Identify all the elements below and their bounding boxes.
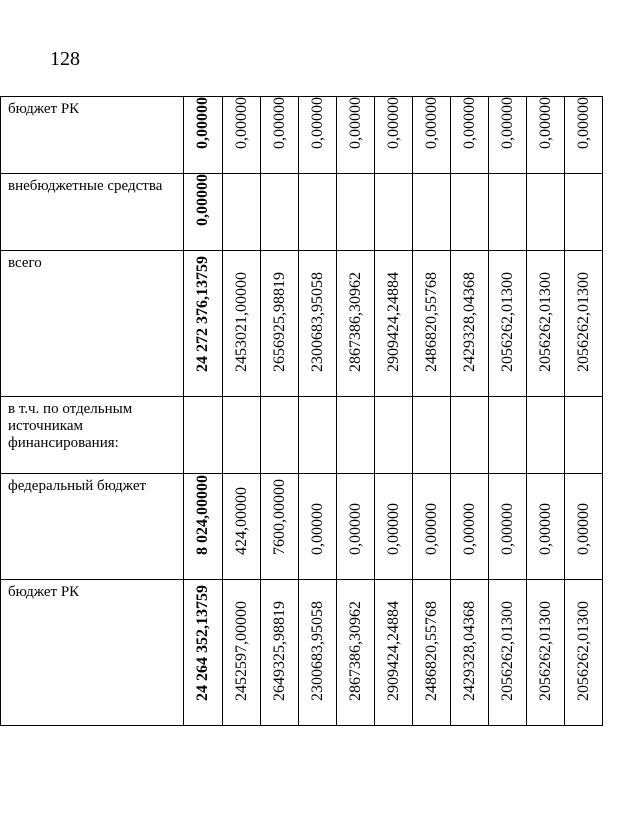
row-total-cell xyxy=(184,174,223,251)
year-value-cell xyxy=(527,174,565,251)
year-value-cell xyxy=(299,174,337,251)
year-value: 2300683,95058 xyxy=(308,272,326,372)
year-value-cell xyxy=(375,397,413,474)
year-value: 0,00000 xyxy=(308,97,326,149)
year-value-cell xyxy=(375,174,413,251)
year-value: 2429328,04368 xyxy=(460,601,478,701)
year-value-cell xyxy=(299,397,337,474)
year-value-cell xyxy=(451,474,489,580)
financing-table xyxy=(0,96,603,726)
year-value: 0,00000 xyxy=(384,97,402,149)
row-label: федеральный бюджет xyxy=(1,474,184,580)
year-value-cell xyxy=(451,97,489,174)
year-value-cell xyxy=(261,251,299,397)
row-label: в т.ч. по отдельным источникам финансирования: xyxy=(1,397,184,474)
year-value-cell xyxy=(299,251,337,397)
table-row xyxy=(1,474,603,580)
year-value-cell xyxy=(375,580,413,726)
year-value-cell xyxy=(299,580,337,726)
year-value-cell xyxy=(489,174,527,251)
row-total-value: 0,00000 xyxy=(194,97,211,149)
year-value-cell xyxy=(565,397,603,474)
year-value: 2300683,95058 xyxy=(308,601,326,701)
table-row xyxy=(1,397,603,474)
row-total-value: 8 024,00000 xyxy=(194,475,211,555)
table-row xyxy=(1,97,603,174)
row-total-cell xyxy=(184,251,223,397)
row-total-cell xyxy=(184,580,223,726)
year-value-cell xyxy=(375,97,413,174)
year-value: 0,00000 xyxy=(498,503,516,555)
year-value-cell xyxy=(527,580,565,726)
year-value-cell xyxy=(261,580,299,726)
year-value-cell xyxy=(337,580,375,726)
year-value: 2486820,55768 xyxy=(422,272,440,372)
year-value-cell xyxy=(413,397,451,474)
year-value-cell xyxy=(413,474,451,580)
year-value: 2056262,01300 xyxy=(498,272,516,372)
year-value: 0,00000 xyxy=(498,97,516,149)
year-value-cell xyxy=(299,97,337,174)
year-value-cell xyxy=(489,97,527,174)
year-value-cell xyxy=(527,397,565,474)
year-value: 0,00000 xyxy=(270,97,288,149)
year-value-cell xyxy=(337,97,375,174)
year-value: 2867386,30962 xyxy=(346,601,364,701)
year-value-cell xyxy=(375,251,413,397)
year-value-cell xyxy=(223,97,261,174)
year-value: 2453021,00000 xyxy=(232,272,250,372)
year-value-cell xyxy=(489,251,527,397)
year-value: 2056262,01300 xyxy=(536,272,554,372)
year-value-cell xyxy=(261,97,299,174)
year-value: 0,00000 xyxy=(460,97,478,149)
year-value-cell xyxy=(261,174,299,251)
year-value-cell xyxy=(489,580,527,726)
year-value: 0,00000 xyxy=(574,503,592,555)
year-value: 424,00000 xyxy=(232,487,250,555)
year-value-cell xyxy=(261,397,299,474)
year-value: 2056262,01300 xyxy=(498,601,516,701)
year-value: 0,00000 xyxy=(308,503,326,555)
year-value-cell xyxy=(413,580,451,726)
row-label: внебюджетные средства xyxy=(1,174,184,251)
year-value-cell xyxy=(527,251,565,397)
table-row xyxy=(1,251,603,397)
year-value-cell xyxy=(565,174,603,251)
year-value-cell xyxy=(299,474,337,580)
year-value: 2056262,01300 xyxy=(536,601,554,701)
year-value: 0,00000 xyxy=(460,503,478,555)
year-value: 0,00000 xyxy=(422,97,440,149)
table-row xyxy=(1,580,603,726)
year-value: 2867386,30962 xyxy=(346,272,364,372)
row-total-cell xyxy=(184,97,223,174)
row-total-value: 24 264 352,13759 xyxy=(194,585,211,701)
year-value-cell xyxy=(223,397,261,474)
year-value: 2486820,55768 xyxy=(422,601,440,701)
year-value: 0,00000 xyxy=(346,503,364,555)
year-value-cell xyxy=(413,97,451,174)
row-label: бюджет РК xyxy=(1,580,184,726)
year-value-cell xyxy=(565,251,603,397)
year-value: 2909424,24884 xyxy=(384,601,402,701)
year-value: 2429328,04368 xyxy=(460,272,478,372)
year-value-cell xyxy=(375,474,413,580)
year-value: 0,00000 xyxy=(346,97,364,149)
year-value-cell xyxy=(565,97,603,174)
year-value-cell xyxy=(451,397,489,474)
year-value-cell xyxy=(413,174,451,251)
year-value-cell xyxy=(223,174,261,251)
year-value: 2452597,00000 xyxy=(232,601,250,701)
year-value: 0,00000 xyxy=(384,503,402,555)
year-value-cell xyxy=(337,174,375,251)
year-value: 0,00000 xyxy=(536,97,554,149)
year-value-cell xyxy=(223,580,261,726)
year-value-cell xyxy=(489,474,527,580)
row-total-value: 0,00000 xyxy=(194,174,211,226)
year-value-cell xyxy=(451,580,489,726)
year-value-cell xyxy=(451,251,489,397)
year-value-cell xyxy=(337,397,375,474)
year-value-cell xyxy=(223,251,261,397)
year-value: 0,00000 xyxy=(232,97,250,149)
page-number: 128 xyxy=(50,48,80,70)
year-value: 2649325,98819 xyxy=(270,601,288,701)
year-value-cell xyxy=(451,174,489,251)
year-value: 2656925,98819 xyxy=(270,272,288,372)
year-value: 0,00000 xyxy=(574,97,592,149)
year-value: 2056262,01300 xyxy=(574,272,592,372)
year-value: 2909424,24884 xyxy=(384,272,402,372)
year-value: 0,00000 xyxy=(422,503,440,555)
year-value: 0,00000 xyxy=(536,503,554,555)
year-value-cell xyxy=(565,580,603,726)
year-value-cell xyxy=(337,474,375,580)
row-total-cell xyxy=(184,397,223,474)
year-value-cell xyxy=(261,474,299,580)
row-label: бюджет РК xyxy=(1,97,184,174)
row-total-value: 24 272 376,13759 xyxy=(194,256,211,372)
row-label: всего xyxy=(1,251,184,397)
year-value-cell xyxy=(413,251,451,397)
table-row xyxy=(1,174,603,251)
year-value-cell xyxy=(223,474,261,580)
year-value-cell xyxy=(565,474,603,580)
year-value-cell xyxy=(337,251,375,397)
year-value-cell xyxy=(489,397,527,474)
year-value-cell xyxy=(527,474,565,580)
year-value: 2056262,01300 xyxy=(574,601,592,701)
row-total-cell xyxy=(184,474,223,580)
year-value-cell xyxy=(527,97,565,174)
year-value: 7600,00000 xyxy=(270,479,288,555)
